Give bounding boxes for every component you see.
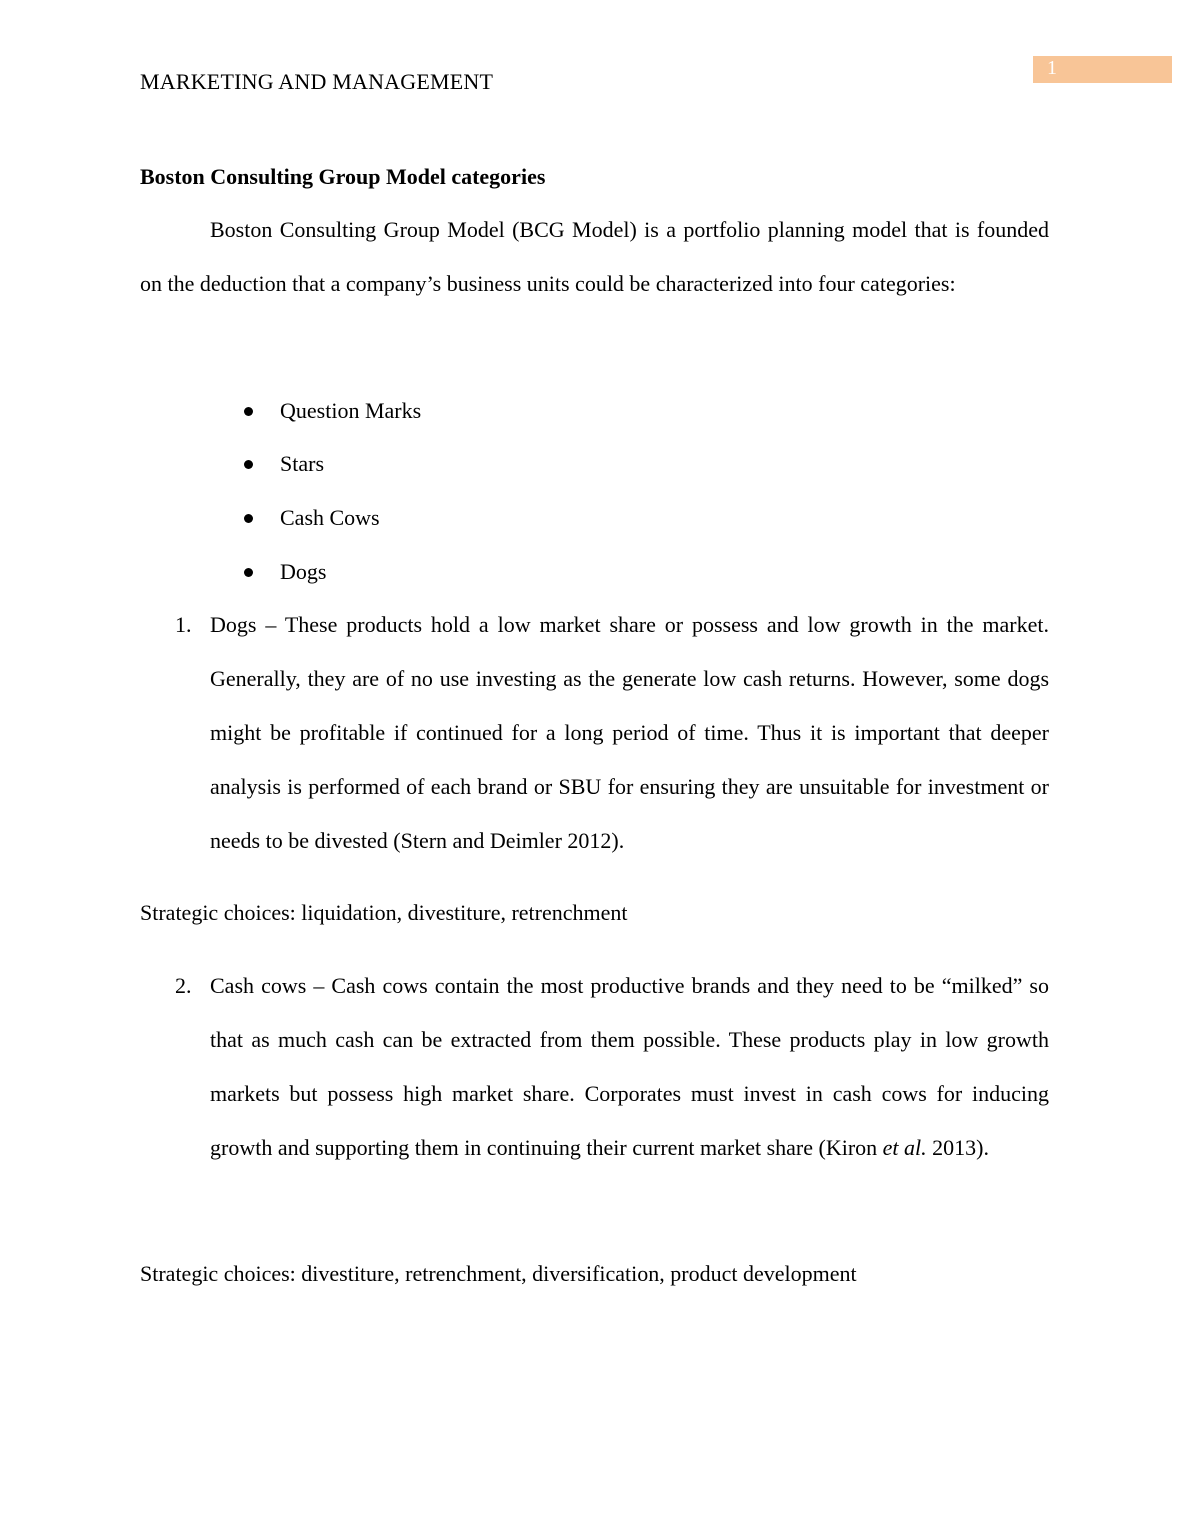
- section-heading: Boston Consulting Group Model categories: [140, 164, 546, 189]
- item-number: 2.: [175, 973, 192, 998]
- intro-paragraph: Boston Consulting Group Model (BCG Model) is a portfolio planning model that is founded on the deduction that a company’s business units could be characterized into four categories:: [140, 217, 1049, 296]
- bullet-dot-icon: [244, 514, 253, 523]
- bullet-dot-icon: [244, 568, 253, 577]
- bullet-text: Dogs: [280, 559, 327, 584]
- bullet-dot-icon: [244, 407, 253, 416]
- bullet-text: Cash Cows: [280, 505, 380, 530]
- item-text-end: 2013).: [926, 1135, 989, 1160]
- strategic-choices-dogs: Strategic choices: liquidation, divestiture, retrenchment: [140, 900, 628, 925]
- item-number: 1.: [175, 612, 192, 637]
- running-header: MARKETING AND MANAGEMENT: [140, 69, 494, 94]
- strategic-choices-cash-cows: Strategic choices: divestiture, retrenchment, diversification, product development: [140, 1261, 857, 1286]
- page-number-box: [1033, 56, 1172, 83]
- item-text: Dogs – These products hold a low market share or possess and low growth in the market. Generally, they are of no use investing as the generate low cash returns. However, some dogs might be profitable if continued for a long period of time. Thus it is important that deeper analysis is performed of each brand or SBU for ensuring they are unsuitable for investment or needs to be divested (Stern and Deimler 2012).: [210, 612, 1049, 853]
- citation-italic: et al.: [882, 1135, 927, 1160]
- bullet-text: Stars: [280, 451, 324, 476]
- bullet-text: Question Marks: [280, 398, 422, 423]
- item-text-main: Cash cows – Cash cows contain the most productive brands and they need to be “milked” so that as much cash can be extracted from them possible. These products play in low growth markets but possess high market share. Corporates must invest in cash cows for inducing growth and supporting them in continuing their current market share (Kiron: [210, 973, 1049, 1160]
- item-text: [210, 959, 1049, 1175]
- page-number: 1: [1047, 57, 1057, 79]
- bullet-dot-icon: [244, 460, 253, 469]
